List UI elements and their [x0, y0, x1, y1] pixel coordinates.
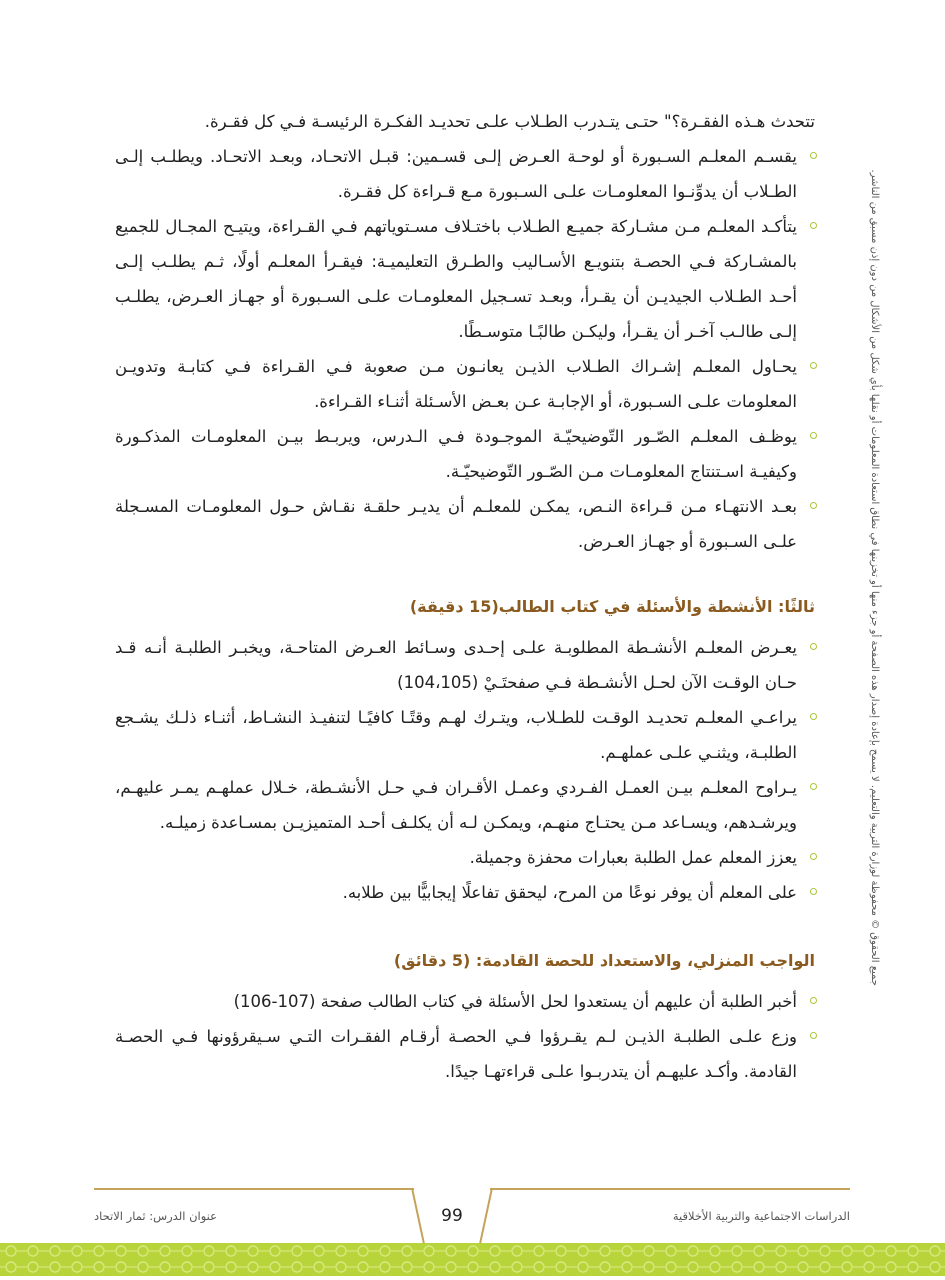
heading-activities: ثالثًا: الأنشطة والأسئلة في كتاب الطالب(15 دقيقة) [409, 597, 815, 616]
bullet-icon [810, 432, 817, 439]
bullet-icon [810, 643, 817, 650]
bullet-icon [810, 997, 817, 1004]
list-item: يوظـف المعلـم الصّـور التّوضيحيّـة الموجـودة فـي الـدرس، ويربـط بيـن المعلومـات المذكـورة وكيفيـة اسـتنتاج المعلومـات مـن الصّـور التّوضيحيّـة. [115, 419, 815, 489]
list-item: يراعـي المعلـم تحديـد الوقـت للطـلاب، ويتـرك لهـم وقتًـا كافيًـا لتنفيـذ النشـاط، أثنـاء ذلـك يشـجع الطلبـة، ويثنـي علـى عملهـم. [115, 700, 815, 770]
decorative-pattern-band [0, 1243, 945, 1276]
footer-divider-right [490, 1188, 850, 1190]
bullet-icon [810, 713, 817, 720]
section-b-list [115, 630, 815, 910]
book-title: الدراسات الاجتماعية والتربية الأخلاقية [672, 1209, 850, 1223]
bullet-icon [810, 853, 817, 860]
list-item: بعـد الانتهـاء مـن قـراءة النـص، يمكـن للمعلـم أن يديـر حلقـة نقـاش حـول المعلومـات المسـجلة علـى السـبورة أو جهـاز العـرض. [115, 489, 815, 559]
list-item: يتأكـد المعلـم مـن مشـاركة جميـع الطـلاب باختـلاف مسـتوياتهم فـي القـراءة، ويتيـح المجـال للجميع بالمشـاركة فـي الحصـة بتنويـع الأسـاليب والطـرق التعليميـة: فيقـرأ المعلـم أولًا، ثـم يطلـب إلـى أحـد الطـلاب الجيديـن أن يقـرأ، وبعـد تسـجيل المعلومـات علـى السـبورة أو جهـاز العـرض، يطلـب إلـى طالـب آخـر أن يقـرأ، وليكـن طالبًـا متوسـطًا. [115, 209, 815, 349]
lesson-title: عنوان الدرس: ثمار الاتحاد [94, 1209, 217, 1223]
bullet-icon [810, 502, 817, 509]
intro-line: تتحدث هـذه الفقـرة؟" حتـى يتـدرب الطـلاب علـى تحديـد الفكـرة الرئيسـة فـي كل فقـرة. [204, 112, 815, 131]
page-content [115, 104, 815, 1089]
list-item: أخبر الطلبة أن عليهم أن يستعدوا لحل الأسئلة في كتاب الطالب صفحة (107-106) [115, 984, 815, 1019]
page-number: 99 [441, 1206, 463, 1226]
list-item: يحـاول المعلـم إشـراك الطـلاب الذيـن يعانـون مـن صعوبة فـي القـراءة فـي كتابـة وتدويـن المعلومات علـى السـبورة، أو الإجابـة عـن بعـض الأسـئلة أثنـاء القـراءة. [115, 349, 815, 419]
list-item: وزع علـى الطلبـة الذيـن لـم يقـرؤوا فـي الحصـة أرقـام الفقـرات التـي سـيقرؤونها فـي الحصـة القادمة. وأكـد عليهـم أن يتدربـوا علـى قراءتهـا جيدًا. [115, 1019, 815, 1089]
bullet-icon [810, 152, 817, 159]
copyright-side-note: جميع الحقوق © محفوظة لوزارة التربية والتعليم. لا يسمح بإعادة إصدار هذه الصفحة أو جزء منها أو تخزينها في نطاق استعادة المعلومات أو نقلها بأي شكل من الأشكال من دون إذن مسبق من الناشر. [869, 169, 880, 986]
list-item: يـراوح المعلـم بيـن العمـل الفـردي وعمـل الأقـران فـي حـل الأنشـطة، خـلال عملهـم يمـر عليهـم، ويرشـدهم، ويسـاعد مـن يحتـاج منهـم، ويمكـن لـه أن يكلـف أحـد المتميزيـن بمسـاعدة زميلـه. [115, 770, 815, 840]
bullet-icon [810, 888, 817, 895]
list-item: على المعلم أن يوفر نوعًا من المرح، ليحقق تفاعلًا إيجابيًّا بين طلابه. [115, 875, 815, 910]
list-item: يقسـم المعلـم السـبورة أو لوحـة العـرض إلـى قسـمين: قبـل الاتحـاد، وبعـد الاتحـاد. ويطلـب إلـى الطـلاب أن يدوِّنـوا المعلومـات علـى السـبورة مـع قـراءة كل فقـرة. [115, 139, 815, 209]
section-a-list [115, 139, 815, 559]
section-c-list [115, 984, 815, 1089]
list-item: يعـرض المعلـم الأنشـطة المطلوبـة علـى إحـدى وسـائط العـرض المتاحـة، ويخبـر الطلبـة أنـه قـد حـان الوقـت الآن لحـل الأنشـطة فـي صفحتَـيْ (104،105) [115, 630, 815, 700]
heading-homework: الواجب المنزلي، والاستعداد للحصة القادمة: (5 دقائق) [393, 951, 815, 970]
list-item: يعزز المعلم عمل الطلبة بعبارات محفزة وجميلة. [115, 840, 815, 875]
bullet-icon [810, 783, 817, 790]
pattern-icon [0, 1243, 945, 1276]
footer-divider-left [94, 1188, 414, 1190]
bullet-icon [810, 362, 817, 369]
bullet-icon [810, 1032, 817, 1039]
bullet-icon [810, 222, 817, 229]
